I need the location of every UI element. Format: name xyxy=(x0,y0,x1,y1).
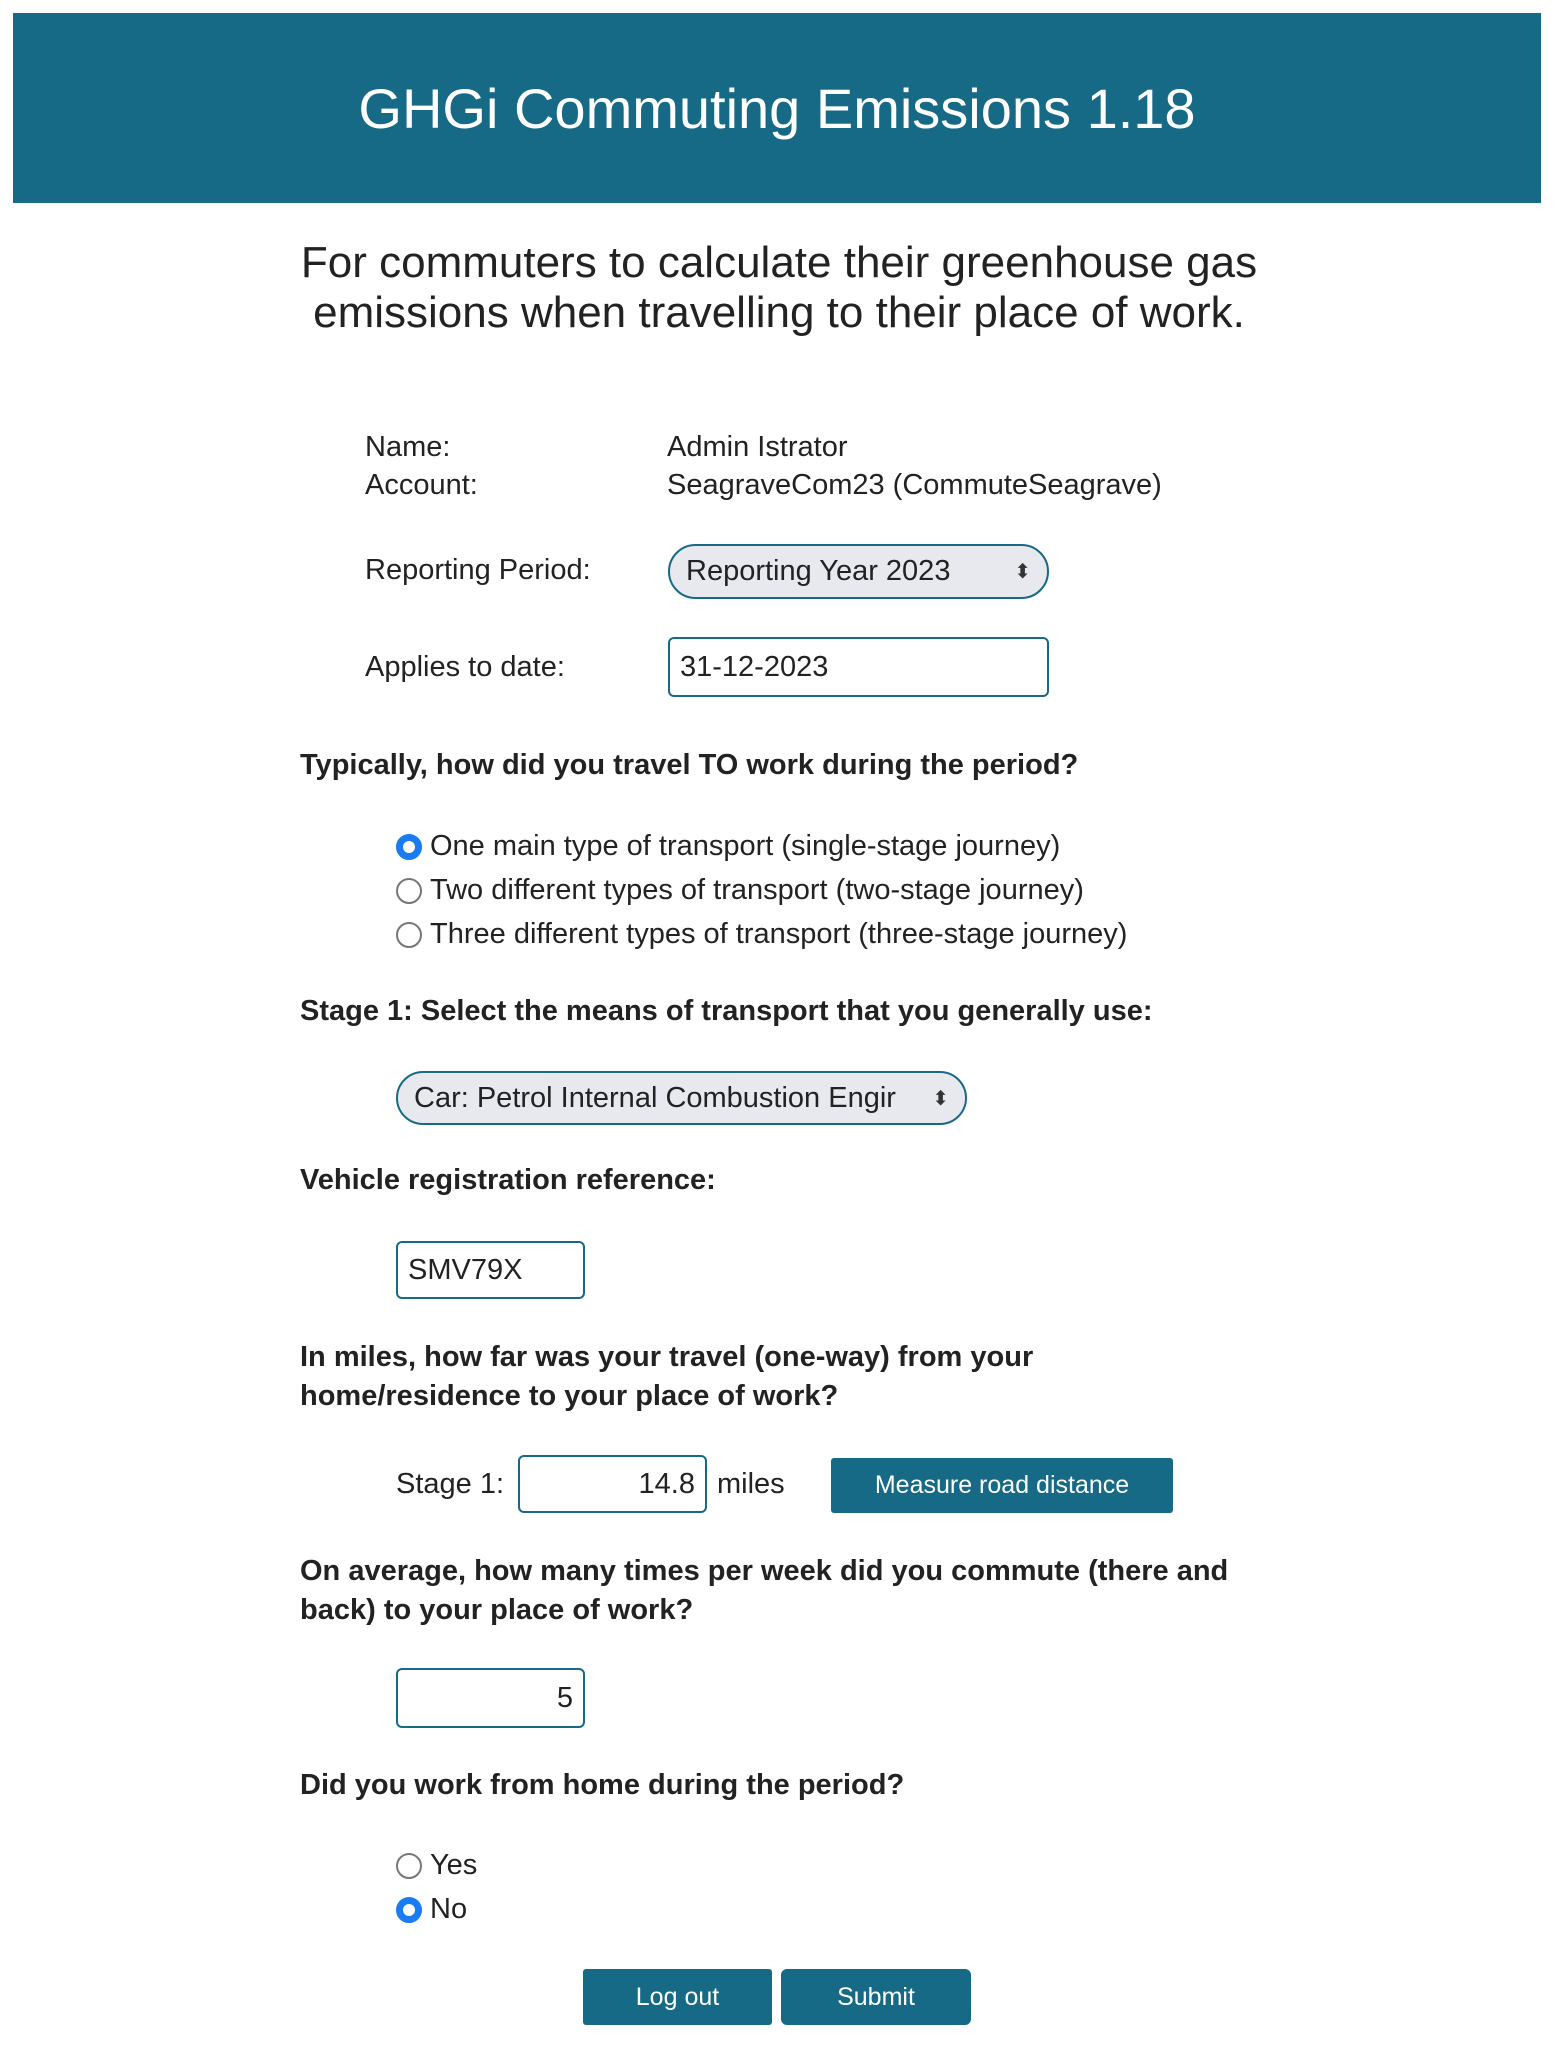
name-label: Name: xyxy=(365,431,451,463)
vehicle-registration-value: SMV79X xyxy=(408,1253,523,1286)
account-value: SeagraveCom23 (CommuteSeagrave) xyxy=(667,469,1162,501)
chevron-updown-icon: ⬍ xyxy=(1014,561,1031,583)
measure-road-distance-button[interactable]: Measure road distance xyxy=(831,1458,1173,1513)
option-label: Yes xyxy=(430,1849,478,1881)
radio-icon[interactable] xyxy=(396,1853,422,1879)
travel-option-three[interactable] xyxy=(396,918,1127,951)
app-title: GHGi Commuting Emissions 1.18 xyxy=(358,76,1196,140)
option-label: Three different types of transport (three-stage journey) xyxy=(430,918,1128,950)
logout-button[interactable]: Log out xyxy=(583,1969,772,2025)
stage1-distance-label: Stage 1: xyxy=(396,1468,505,1500)
wfh-question: Did you work from home during the period? xyxy=(300,1769,905,1801)
vehicle-question: Vehicle registration reference: xyxy=(300,1164,716,1196)
commute-question: On average, how many times per week did you commute (there and back) to your place of work? xyxy=(300,1555,1229,1626)
radio-icon[interactable] xyxy=(396,922,422,948)
name-value: Admin Istrator xyxy=(667,431,848,463)
stage1-question: Stage 1: Select the means of transport that you generally use: xyxy=(300,995,1153,1027)
applies-to-date-label: Applies to date: xyxy=(365,651,565,683)
chevron-updown-icon: ⬍ xyxy=(932,1087,949,1110)
travel-option-single[interactable] xyxy=(396,830,1060,863)
distance-value: 14.8 xyxy=(638,1467,695,1500)
reporting-period-label: Reporting Period: xyxy=(365,554,591,586)
commute-frequency-input[interactable] xyxy=(396,1668,585,1728)
radio-selected-icon[interactable] xyxy=(396,1897,422,1923)
transport-select[interactable] xyxy=(396,1071,967,1125)
account-label: Account: xyxy=(365,469,478,501)
reporting-period-value: Reporting Year 2023 xyxy=(686,555,951,587)
stage1-distance-input[interactable] xyxy=(518,1455,707,1513)
travel-question: Typically, how did you travel TO work during the period? xyxy=(300,749,1079,781)
travel-option-two[interactable] xyxy=(396,874,1084,907)
applies-to-date-value: 31-12-2023 xyxy=(680,650,829,683)
transport-value: Car: Petrol Internal Combustion Engir xyxy=(414,1081,896,1114)
radio-selected-icon[interactable] xyxy=(396,834,422,860)
vehicle-registration-input[interactable] xyxy=(396,1241,585,1299)
radio-icon[interactable] xyxy=(396,878,422,904)
page-subtitle: For commuters to calculate their greenhouse gas emissions when travelling to their place of work. xyxy=(300,238,1258,337)
commute-frequency-value: 5 xyxy=(556,1681,573,1714)
applies-to-date-input[interactable] xyxy=(668,637,1049,697)
reporting-period-select[interactable] xyxy=(668,544,1049,599)
wfh-option-yes[interactable] xyxy=(396,1849,477,1882)
app-header xyxy=(13,13,1541,203)
option-label: No xyxy=(430,1893,468,1925)
distance-question: In miles, how far was your travel (one-way) from your home/residence to your place of work? xyxy=(300,1341,1034,1412)
option-label: Two different types of transport (two-stage journey) xyxy=(430,874,1084,906)
submit-button[interactable]: Submit xyxy=(781,1969,971,2025)
option-label: One main type of transport (single-stage journey) xyxy=(430,830,1061,862)
miles-unit: miles xyxy=(717,1468,785,1500)
wfh-option-no[interactable] xyxy=(396,1893,467,1926)
